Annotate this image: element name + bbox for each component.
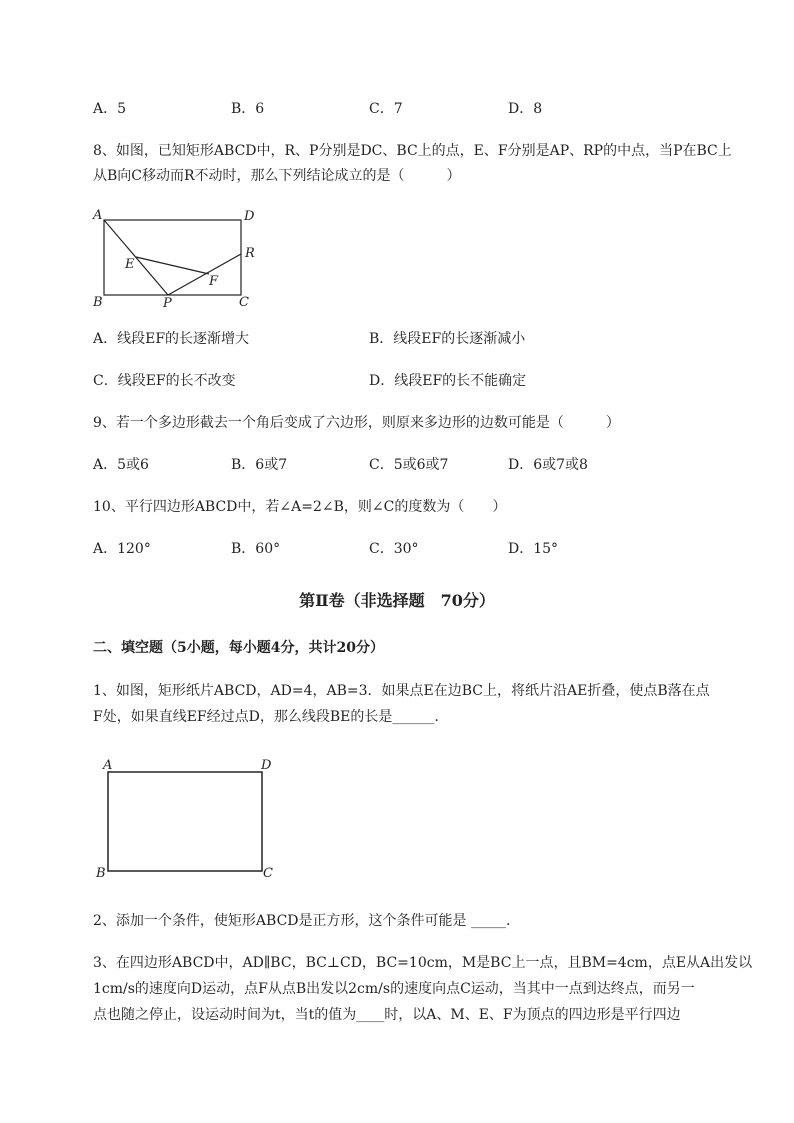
f3-text-line3: 点也随之停止，设运动时间为t，当t的值为____时，以A、M、E、F为顶点的四边形是平行四边 [93,1007,681,1023]
q7-option-c[interactable]: C．7 [369,101,403,117]
segment-pr [168,254,241,295]
label-c: C [263,866,273,881]
q10-option-c[interactable]: C．30° [369,541,419,557]
label-r: R [245,246,255,261]
q9-text: 9、若一个多边形截去一个角后变成了六边形，则原来多边形的边数可能是（ ） [93,415,620,431]
f1-rectangle-figure [92,752,282,884]
label-b: B [93,295,103,310]
label-f: F [209,274,219,289]
f3-text-line1: 3、在四边形ABCD中，AD∥BC，BC⊥CD，BC=10cm，M是BC上一点，且BM=4cm，点E从A出发以 [93,955,753,971]
f1-text-line1: 1、如图，矩形纸片ABCD，AD=4，AB=3．如果点E在边BC上，将纸片沿AE折叠，使点B落在点 [93,683,710,699]
label-e: E [125,257,135,272]
label-c: C [239,295,249,310]
q8-option-b[interactable]: B．线段EF的长逐渐减小 [369,331,526,347]
q7-option-b[interactable]: B．6 [231,101,265,117]
q8-text-line2: 从B向C移动而R不动时，那么下列结论成立的是（ ） [93,168,461,184]
q8-option-d[interactable]: D．线段EF的长不能确定 [369,373,527,389]
f3-text-line2: 1cm/s的速度向D运动，点F从点B出发以2cm/s的速度向点C运动，当其中一点到达终点，而另一 [93,981,695,997]
segment-ef [136,257,209,274]
q7-option-a[interactable]: A．5 [93,101,127,117]
q8-text-line1: 8、如图，已知矩形ABCD中，R、P分别是DC、BC上的点，E、F分别是AP、RP的中点，当P在BC上 [93,143,732,159]
q9-option-d[interactable]: D．6或7或8 [508,457,588,473]
q10-text: 10、平行四边形ABCD中，若∠A=2∠B，则∠C的度数为（ ） [93,499,507,515]
label-d: D [261,758,272,773]
label-d: D [244,209,255,224]
q8-rectangle-figure [88,205,268,310]
q10-option-d[interactable]: D．15° [508,541,559,557]
q9-option-b[interactable]: B．6或7 [231,457,288,473]
q10-option-a[interactable]: A．120° [93,541,151,557]
q7-option-d[interactable]: D．8 [508,101,543,117]
label-b: B [96,866,106,881]
q9-option-a[interactable]: A．5或6 [93,457,149,473]
q9-option-c[interactable]: C．5或6或7 [369,457,449,473]
label-a: A [93,208,103,223]
q10-option-b[interactable]: B．60° [231,541,281,557]
label-p: P [163,296,172,310]
q8-option-c[interactable]: C．线段EF的长不改变 [93,373,236,389]
f2-text: 2、添加一个条件，使矩形ABCD是正方形，这个条件可能是 _____. [93,913,511,929]
rectangle-abcd [108,772,262,871]
part2-title: 第Ⅱ卷（非选择题 70分） [299,591,495,610]
label-a: A [103,758,113,773]
f1-text-line2: F处，如果直线EF经过点D，那么线段BE的长是______. [93,709,439,725]
q8-option-a[interactable]: A．线段EF的长逐渐增大 [93,331,250,347]
section2-heading: 二、填空题（5小题，每小题4分，共计20分） [93,640,384,656]
